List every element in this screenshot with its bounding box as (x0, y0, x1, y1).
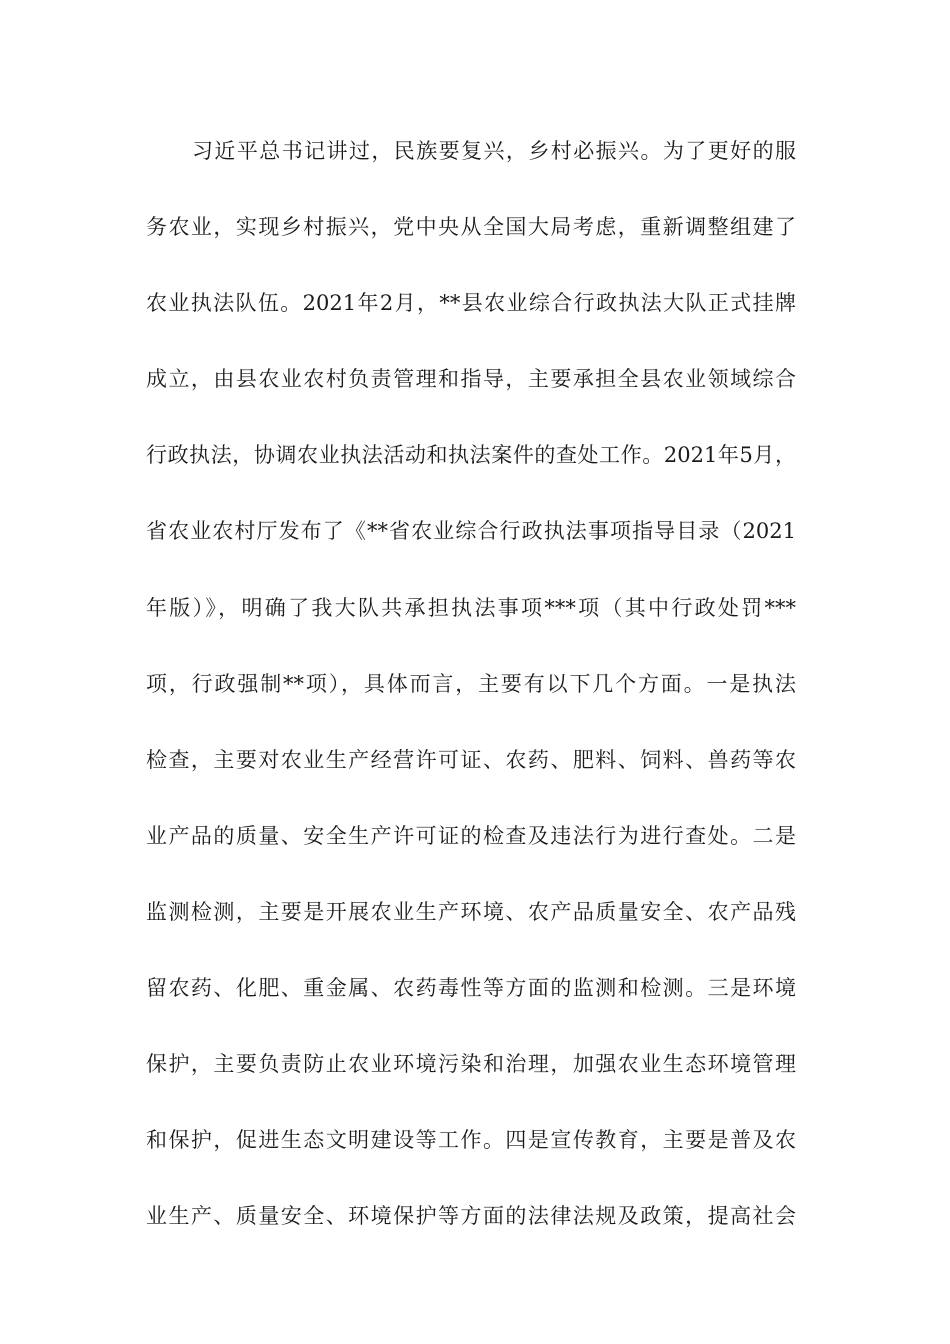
paragraph-line: 务农业，实现乡村振兴，党中央从全国大局考虑，重新调整组建了 (146, 215, 796, 240)
paragraph-line: 农业执法队伍。2021年2月，**县农业综合行政执法大队正式挂牌 (146, 291, 796, 316)
paragraph-line: 年版）》，明确了我大队共承担执法事项***项（其中行政处罚*** (146, 595, 796, 620)
paragraph-line: 和保护，促进生态文明建设等工作。四是宣传教育，主要是普及农 (146, 1128, 796, 1153)
paragraph-line: 检查，主要对农业生产经营许可证、农药、肥料、饲料、兽药等农 (146, 747, 796, 772)
paragraph-line: 业生产、质量安全、环境保护等方面的法律法规及政策，提高社会 (146, 1204, 796, 1229)
paragraph-line: 习近平总书记讲过，民族要复兴，乡村必振兴。为了更好的服 (192, 139, 796, 163)
paragraph-line: 保护，主要负责防止农业环境污染和治理，加强农业生态环境管理 (146, 1052, 796, 1077)
paragraph-line: 行政执法，协调农业执法活动和执法案件的查处工作。2021年5月， (146, 443, 796, 468)
paragraph-line: 留农药、化肥、重金属、农药毒性等方面的监测和检测。三是环境 (146, 976, 796, 1001)
paragraph-line: 项，行政强制**项），具体而言，主要有以下几个方面。一是执法 (146, 671, 796, 696)
paragraph-line: 成立，由县农业农村负责管理和指导，主要承担全县农业领域综合 (146, 367, 796, 392)
paragraph-line: 业产品的质量、安全生产许可证的检查及违法行为进行查处。二是 (146, 823, 796, 848)
paragraph-line: 省农业农村厅发布了《**省农业综合行政执法事项指导目录（2021 (146, 519, 796, 544)
paragraph-line: 监测检测，主要是开展农业生产环境、农产品质量安全、农产品残 (146, 899, 796, 924)
body-paragraph (146, 126, 796, 1267)
